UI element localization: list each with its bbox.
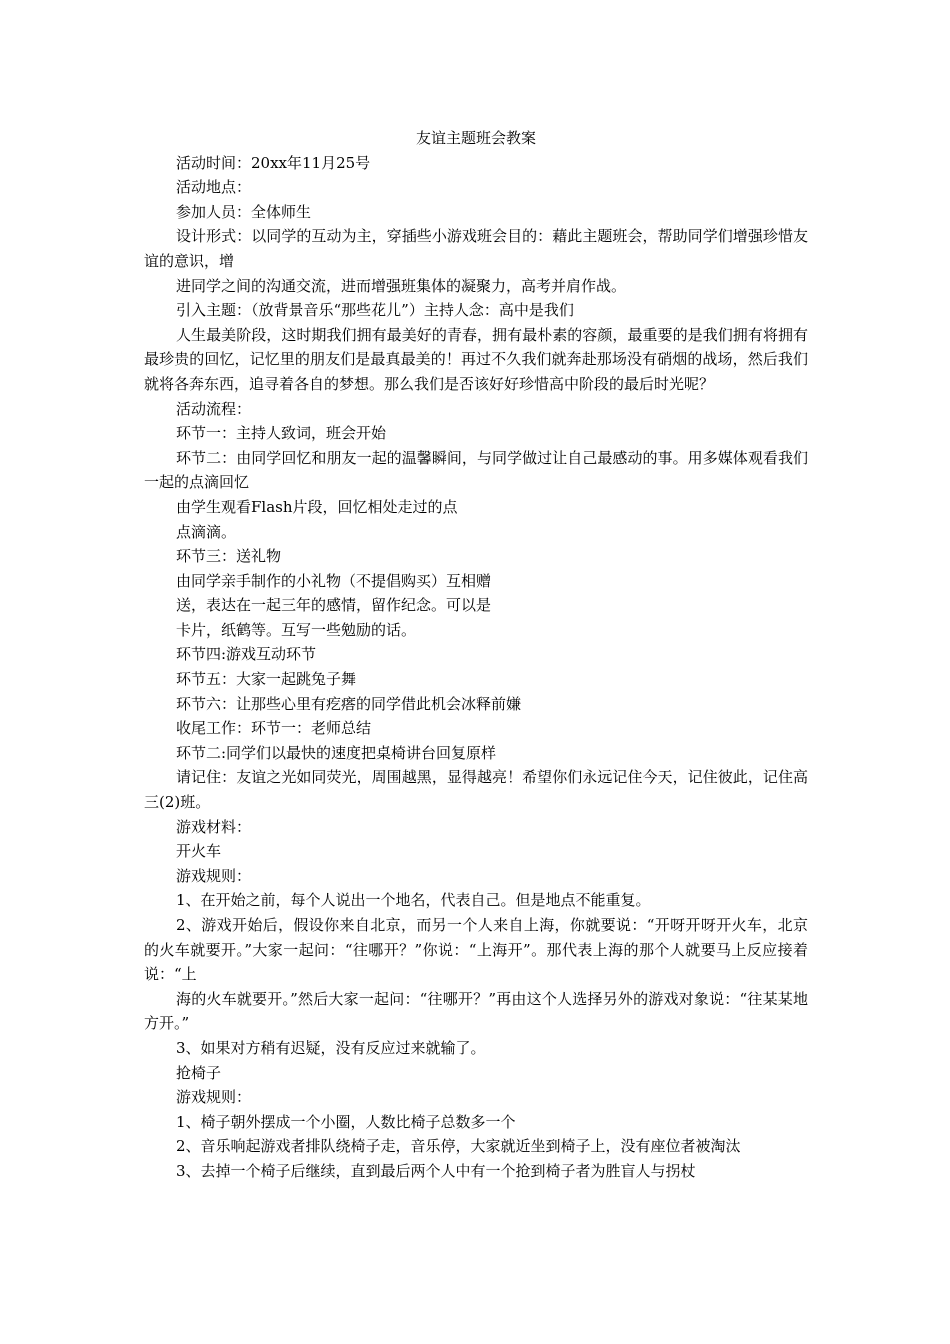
paragraph: 活动流程： bbox=[176, 399, 252, 418]
document-body bbox=[144, 151, 808, 1184]
paragraph: 环节一：主持人致词，班会开始 bbox=[176, 424, 387, 443]
paragraph: 3、如果对方稍有迟疑，没有反应过来就输了。 bbox=[176, 1038, 486, 1057]
paragraph: 设计形式：以同学的互动为主，穿插些小游戏班会目的：藉此主题班会，帮助同学们增强珍惜友谊的意识，增 bbox=[144, 227, 808, 270]
paragraph: 1、在开始之前，每个人说出一个地名，代表自己。但是地点不能重复。 bbox=[176, 891, 651, 910]
paragraph: 由学生观看Flash片段，回忆相处走过的点 bbox=[176, 497, 458, 516]
paragraph: 环节四:游戏互动环节 bbox=[176, 645, 317, 664]
paragraph: 点滴滴。 bbox=[176, 522, 237, 541]
paragraph: 送，表达在一起三年的感情，留作纪念。可以是 bbox=[176, 596, 492, 615]
paragraph: 海的火车就要开。”然后大家一起问：“往哪开？”再由这个人选择另外的游戏对象说：“往某某地方开。” bbox=[144, 989, 808, 1033]
paragraph: 卡片，纸鹤等。互写一些勉励的话。 bbox=[176, 620, 417, 639]
document-page bbox=[144, 126, 808, 1184]
paragraph: 环节二：由同学回忆和朋友一起的温馨瞬间，与同学做过让自己最感动的事。用多媒体观看我们一起的点滴回忆 bbox=[144, 448, 808, 492]
paragraph: 环节二:同学们以最快的速度把桌椅讲台回复原样 bbox=[176, 743, 497, 762]
paragraph: 游戏材料： bbox=[176, 817, 252, 836]
paragraph: 环节六：让那些心里有疙瘩的同学借此机会冰释前嫌 bbox=[176, 694, 522, 713]
paragraph: 2、音乐响起游戏者排队绕椅子走，音乐停，大家就近坐到椅子上，没有座位者被淘汰 bbox=[176, 1137, 741, 1156]
paragraph: 请记住：友谊之光如同荧光，周围越黑，显得越亮！希望你们永远记住今天，记住彼此，记住高三(2)班。 bbox=[144, 768, 808, 812]
paragraph: 进同学之间的沟通交流，进而增强班集体的凝聚力，高考并肩作战。 bbox=[176, 276, 627, 295]
paragraph: 引入主题：（放背景音乐“那些花儿”）主持人念：高中是我们 bbox=[176, 301, 574, 320]
paragraph: 游戏规则： bbox=[176, 866, 252, 885]
paragraph: 3、去掉一个椅子后继续，直到最后两个人中有一个抢到椅子者为胜盲人与拐杖 bbox=[176, 1161, 696, 1180]
paragraph: 2、游戏开始后，假设你来自北京，而另一个人来自上海，你就要说：“开呀开呀开火车，北京的火车就要开。”大家一起问：“往哪开？”你说：“上海开”。那代表上海的那个人就要马上反应接着说：“上 bbox=[144, 916, 808, 984]
paragraph: 游戏规则： bbox=[176, 1088, 252, 1107]
paragraph: 环节五：大家一起跳兔子舞 bbox=[176, 670, 357, 689]
paragraph: 环节三：送礼物 bbox=[176, 547, 282, 566]
paragraph: 1、椅子朝外摆成一个小圈，人数比椅子总数多一个 bbox=[176, 1112, 516, 1131]
paragraph: 由同学亲手制作的小礼物（不提倡购买）互相赠 bbox=[176, 571, 492, 590]
document-title: 友谊主题班会教案 bbox=[415, 129, 536, 147]
paragraph: 抢椅子 bbox=[176, 1063, 222, 1082]
paragraph: 开火车 bbox=[176, 842, 222, 861]
paragraph: 活动时间：20xx年11月25号 bbox=[176, 153, 371, 172]
paragraph: 参加人员：全体师生 bbox=[176, 202, 312, 221]
paragraph: 人生最美阶段，这时期我们拥有最美好的青春，拥有最朴素的容颜，最重要的是我们拥有将拥有最珍贵的回忆，记忆里的朋友们是最真最美的！再过不久我们就奔赴那场没有硝烟的战场，然后我们就将各奔东西，追寻着各自的梦想。那么我们是否该好好珍惜高中阶段的最后时光呢？ bbox=[144, 325, 808, 393]
paragraph: 收尾工作：环节一：老师总结 bbox=[176, 719, 372, 738]
paragraph: 活动地点： bbox=[176, 178, 252, 197]
